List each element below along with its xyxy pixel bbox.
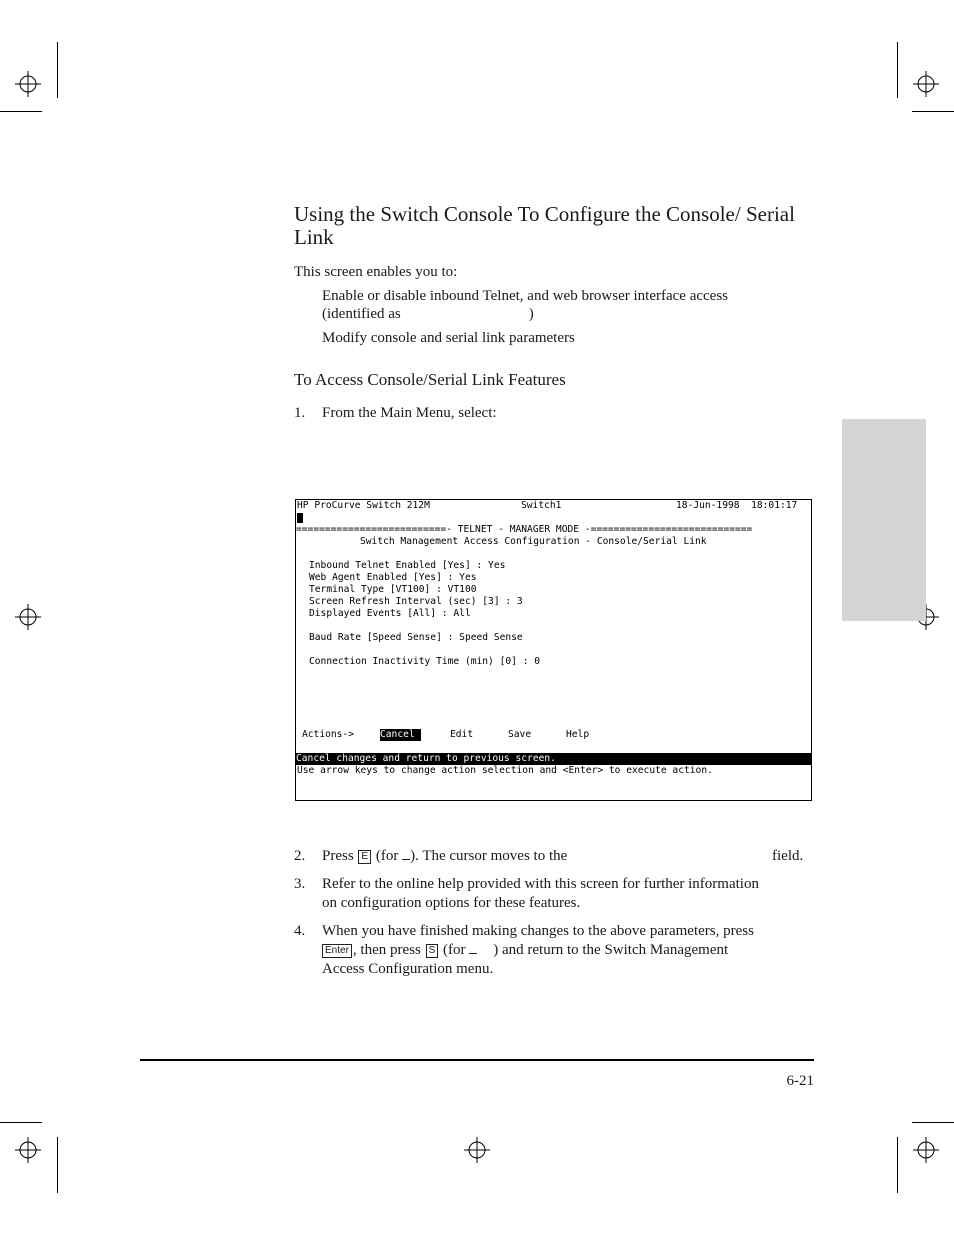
registration-mark-icon xyxy=(15,1137,41,1163)
key-s-icon: S xyxy=(426,944,439,958)
terminal-field-terminal-type[interactable]: Terminal Type [VT100] : VT100 xyxy=(309,584,477,595)
registration-mark-icon xyxy=(913,71,939,97)
terminal-action-cancel[interactable]: Cancel xyxy=(380,729,421,741)
bullet-2: Modify console and serial link parameters xyxy=(322,330,575,346)
crop-mark xyxy=(57,1137,58,1193)
step-4-number: 4. xyxy=(294,923,306,939)
crop-mark xyxy=(897,1137,898,1193)
terminal-action-edit[interactable]: Edit xyxy=(450,729,474,740)
terminal-status-line: Cancel changes and return to previous screen. xyxy=(296,753,811,765)
bullet-1-suffix: ) xyxy=(528,306,534,322)
step-2-number: 2. xyxy=(294,848,306,864)
step-4-line-3: Access Configuration menu. xyxy=(322,961,494,977)
crop-mark xyxy=(912,111,954,112)
registration-mark-icon xyxy=(464,1137,490,1163)
crop-mark xyxy=(0,111,42,112)
page-number: 6-21 xyxy=(786,1073,814,1089)
step-4-line-1: When you have finished making changes to the above parameters, press xyxy=(322,923,754,939)
terminal-field-inbound-telnet[interactable]: Inbound Telnet Enabled [Yes] : Yes xyxy=(309,560,506,571)
step-3-number: 3. xyxy=(294,876,306,892)
terminal-action-save[interactable]: Save xyxy=(508,729,532,740)
terminal-actions-label: Actions-> xyxy=(302,729,354,740)
terminal-field-inactivity-time[interactable]: Connection Inactivity Time (min) [0] : 0 xyxy=(309,656,541,667)
terminal-screen-title: Switch Management Access Configuration - Console/Serial Link xyxy=(360,536,707,547)
terminal-header-hostname: Switch1 xyxy=(521,500,562,511)
step-2-field: field. xyxy=(772,848,804,864)
terminal-screen xyxy=(295,499,812,801)
terminal-help-line: Use arrow keys to change action selection and <Enter> to execute action. xyxy=(297,765,713,776)
step-4-for: (for xyxy=(442,942,466,958)
section-subheading: To Access Console/Serial Link Features xyxy=(294,370,566,389)
step-4-blank xyxy=(469,943,477,954)
step-2-cursor-text: ). The cursor moves to the xyxy=(410,848,568,864)
footer-rule xyxy=(140,1059,814,1061)
step-3-line-2: on configuration options for these features. xyxy=(322,895,581,911)
terminal-field-refresh-interval[interactable]: Screen Refresh Interval (sec) [3] : 3 xyxy=(309,596,523,607)
intro-text: This screen enables you to: xyxy=(294,264,458,280)
crop-mark xyxy=(0,1122,42,1123)
step-4-line-2 xyxy=(322,941,728,960)
registration-mark-icon xyxy=(15,71,41,97)
registration-mark-icon xyxy=(15,604,41,630)
step-1-number: 1. xyxy=(294,405,306,421)
step-2-text xyxy=(322,847,812,866)
bullet-1-prefix: (identified as xyxy=(322,306,401,322)
bullet-1-line-1: Enable or disable inbound Telnet, and web browser interface access xyxy=(322,288,729,304)
terminal-field-web-agent[interactable]: Web Agent Enabled [Yes] : Yes xyxy=(309,572,477,583)
terminal-field-baud-rate[interactable]: Baud Rate [Speed Sense] : Speed Sense xyxy=(309,632,523,643)
crop-mark xyxy=(897,42,898,98)
key-e-icon: E xyxy=(358,850,371,864)
key-enter-icon: Enter xyxy=(322,944,352,958)
chapter-side-tab xyxy=(842,419,926,621)
page-title: Using the Switch Console To Configure the Console/ Serial Link xyxy=(294,202,795,249)
terminal-field-displayed-events[interactable]: Displayed Events [All] : All xyxy=(309,608,471,619)
crop-mark xyxy=(57,42,58,98)
step-2-press: Press xyxy=(322,848,354,864)
step-2-for: (for xyxy=(375,848,399,864)
terminal-header-left: HP ProCurve Switch 212M xyxy=(297,500,430,511)
bullet-1-line-2 xyxy=(322,305,534,324)
terminal-mode-line: ==========================- TELNET - MANAGER MODE -============================ xyxy=(296,524,753,535)
step-4-return-text: ) and return to the Switch Management xyxy=(493,942,729,958)
terminal-header-datetime: 18-Jun-1998 18:01:17 xyxy=(676,500,798,511)
step-1-text: From the Main Menu, select: xyxy=(322,405,497,421)
registration-mark-icon xyxy=(913,1137,939,1163)
step-3-line-1: Refer to the online help provided with this screen for further information xyxy=(322,876,759,892)
terminal-action-help[interactable]: Help xyxy=(566,729,590,740)
step-2-blank xyxy=(402,849,410,860)
crop-mark xyxy=(912,1122,954,1123)
step-4-then-press: , then press xyxy=(352,942,421,958)
terminal-cursor xyxy=(297,513,303,523)
